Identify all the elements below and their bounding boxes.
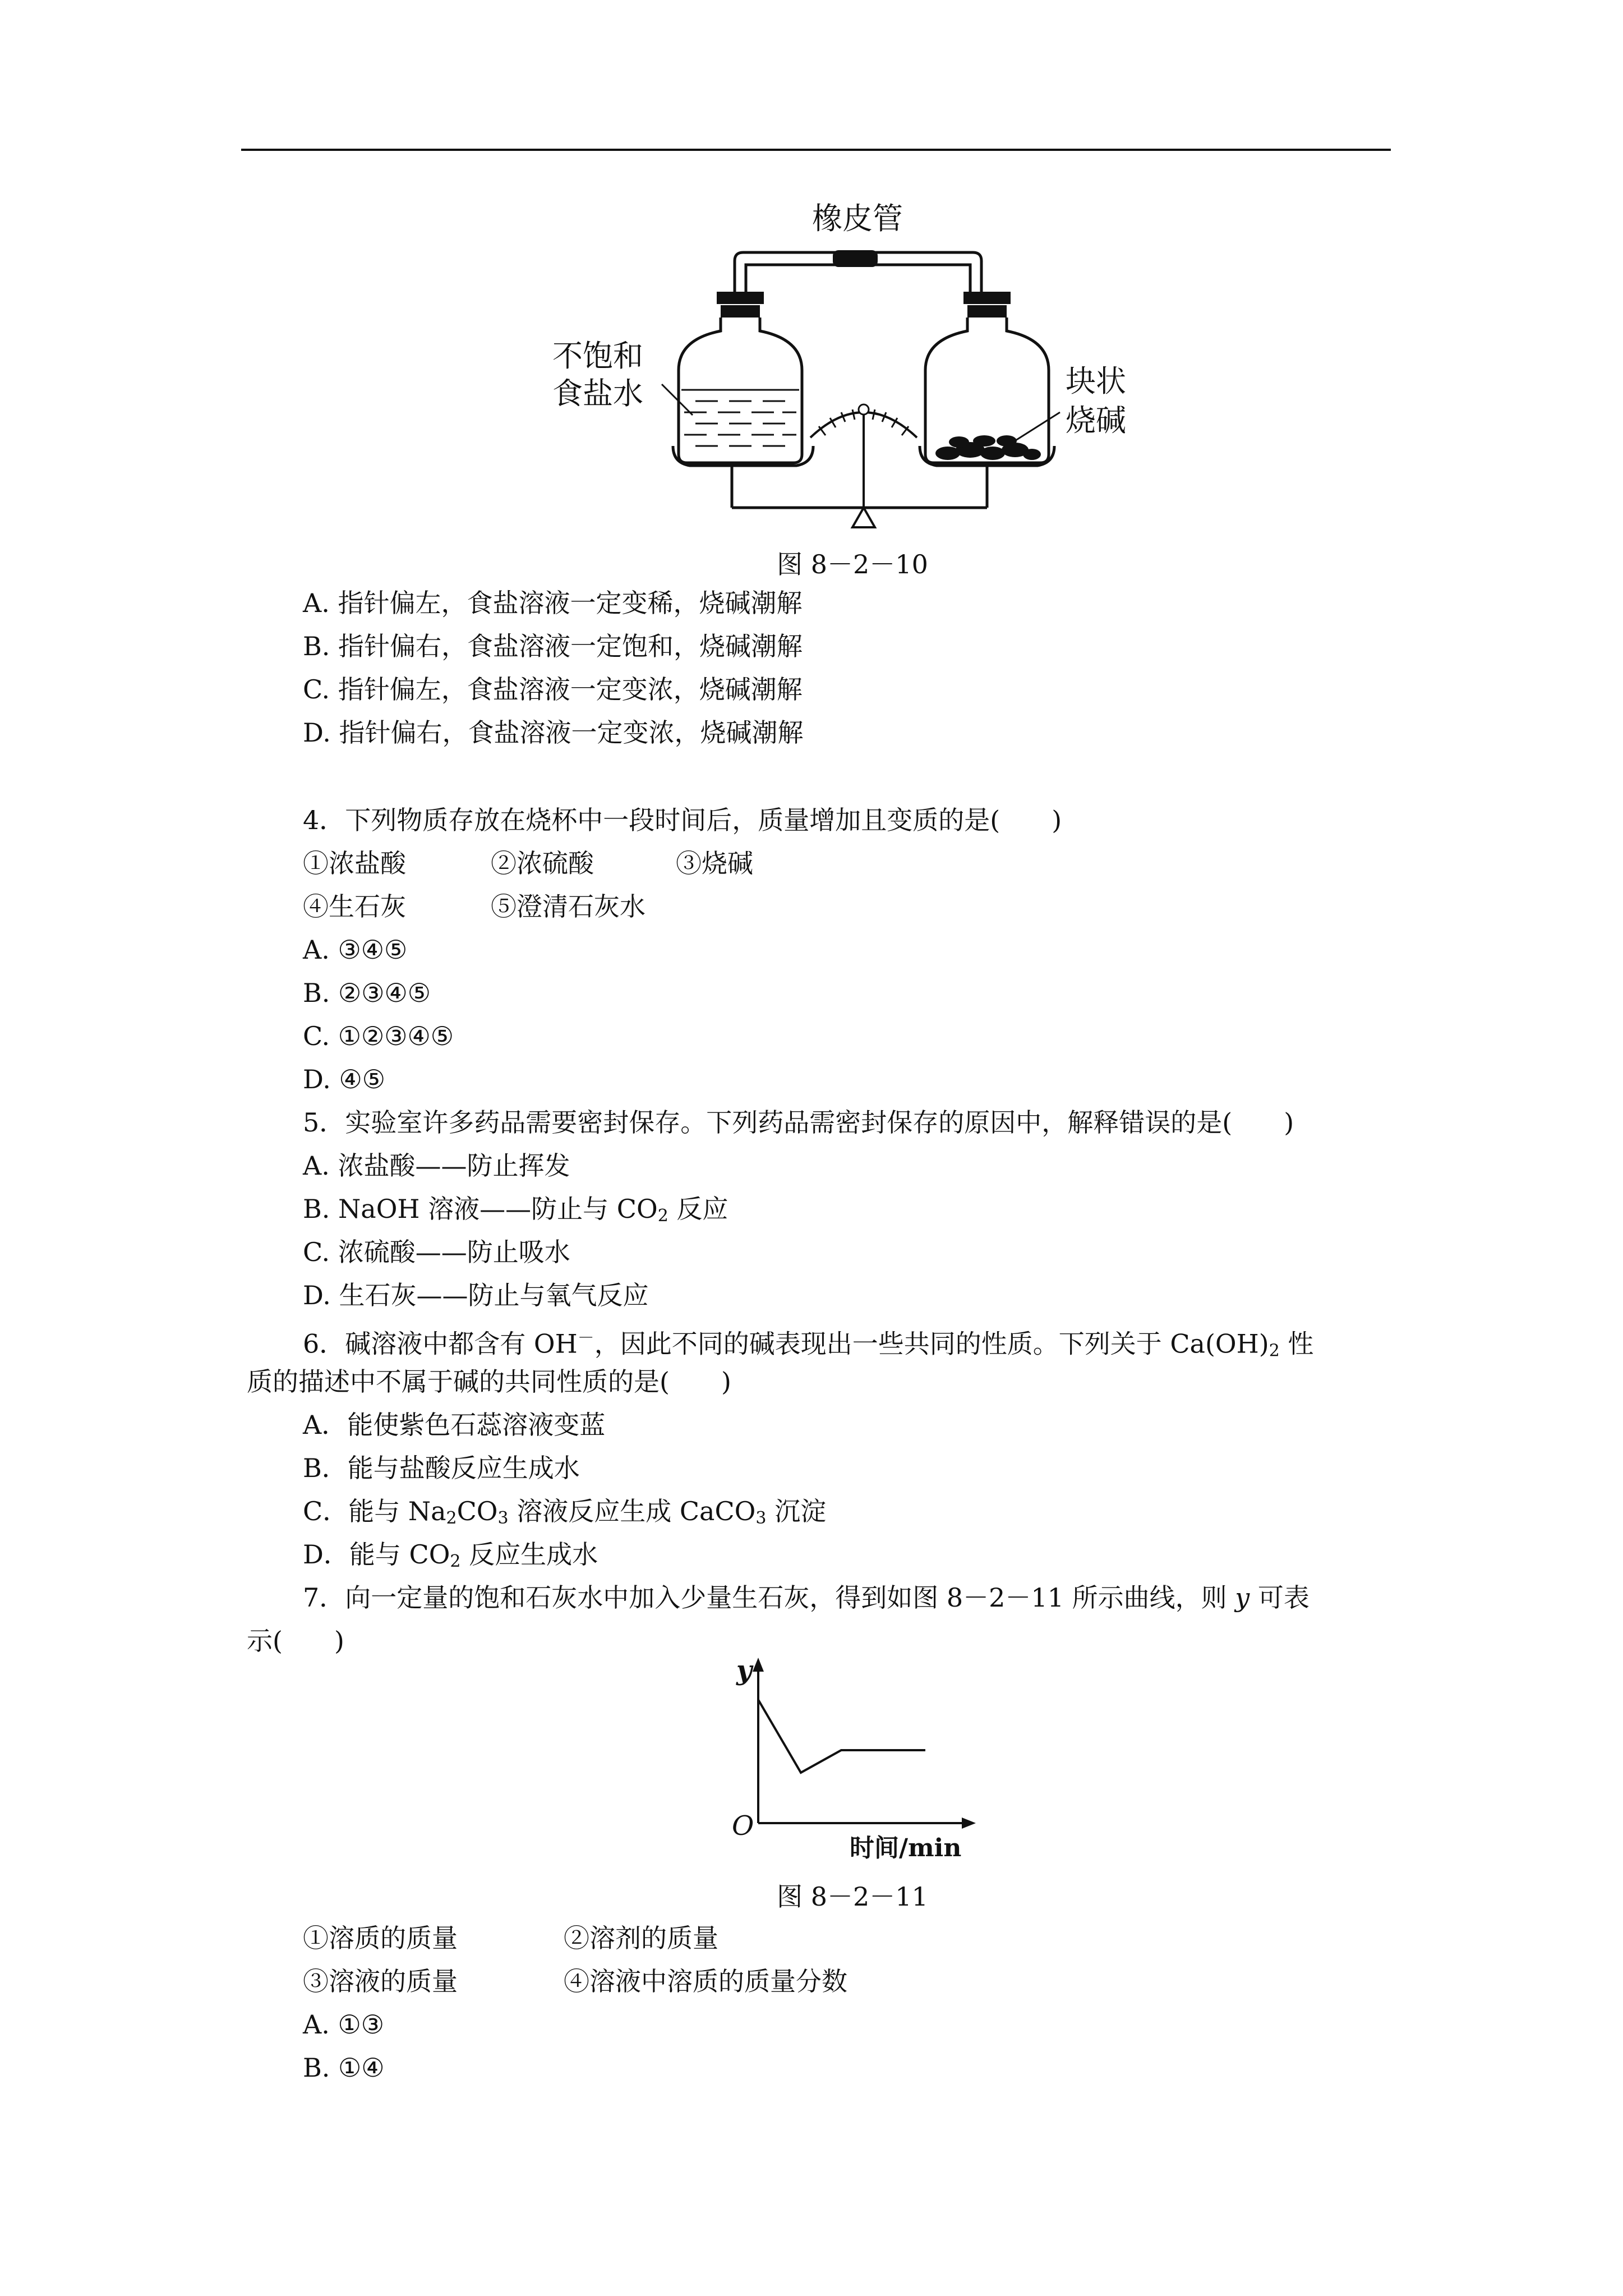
q3-option-c: C. 指针偏左，食盐溶液一定变浓，烧碱潮解 <box>303 674 803 705</box>
q3-option-a: A. 指针偏左，食盐溶液一定变稀，烧碱潮解 <box>303 588 803 618</box>
q7-item-4: ④溶液中溶质的质量分数 <box>564 1966 847 1996</box>
origin-label: O <box>732 1810 754 1842</box>
q5-option-a: A. 浓盐酸——防止挥发 <box>303 1151 570 1181</box>
q7-item-3: ③溶液的质量 <box>303 1966 458 1996</box>
q7-stem-line2: 示( ) <box>247 1626 344 1656</box>
x-axis-label: 时间/min <box>850 1834 962 1862</box>
q3-option-b: B. 指针偏右，食盐溶液一定饱和，烧碱潮解 <box>303 631 803 661</box>
q5-option-c: C. 浓硫酸——防止吸水 <box>303 1237 570 1267</box>
q4-item-2: ②浓硫酸 <box>491 848 594 878</box>
q6-option-d: D．能与 $CO_2$ 反应生成水 <box>303 1539 598 1571</box>
label-unsaturated-saline-1: 不饱和 <box>552 338 643 374</box>
q4-item-5: ⑤澄清石灰水 <box>491 891 645 922</box>
label-unsaturated-saline-2: 食盐水 <box>552 376 643 411</box>
fulcrum <box>852 508 875 527</box>
q5-option-b: B. NaOH 溶液——防止与 $CO_2$ 反应 <box>303 1194 728 1226</box>
figure-curve <box>723 1655 981 1840</box>
figure-caption-8-2-11: 图 8－2－11 <box>777 1881 928 1912</box>
q7-stem-line1: 7．向一定量的饱和石灰水中加入少量生石灰，得到如图 8－2－11 所示曲线，则 y 可表 <box>303 1582 1310 1613</box>
label-solid-naoh-2: 烧碱 <box>1066 403 1126 438</box>
header-rule <box>241 149 1391 151</box>
q4-item-1: ①浓盐酸 <box>303 848 406 878</box>
label-rubber-tube: 橡皮管 <box>812 201 903 236</box>
q4-option-d: D. ④⑤ <box>303 1064 385 1094</box>
q4-item-3: ③烧碱 <box>676 848 753 878</box>
q5-stem: 5．实验室许多药品需要密封保存。下列药品需密封保存的原因中，解释错误的是( ) <box>303 1107 1294 1138</box>
q6-stem-line2: 质的描述中不属于碱的共同性质的是( ) <box>247 1366 731 1397</box>
q4-option-c: C. ①②③④⑤ <box>303 1021 454 1051</box>
q6-option-b: B．能与盐酸反应生成水 <box>303 1453 580 1483</box>
curve-line <box>758 1700 925 1773</box>
y-axis-label: y <box>736 1655 752 1686</box>
q6-option-c: C．能与 $Na_2CO_3$ 溶液反应生成 CaCO$_3$ 沉淀 <box>303 1496 827 1528</box>
q7-item-2: ②溶剂的质量 <box>564 1923 718 1953</box>
label-solid-naoh-1: 块状 <box>1066 364 1126 399</box>
figure-caption-8-2-10: 图 8－2－10 <box>777 549 928 579</box>
q4-option-a: A. ③④⑤ <box>303 935 408 965</box>
q7-option-b: B. ①④ <box>303 2053 385 2083</box>
q6-stem-line1: 6．碱溶液中都含有 OH－，因此不同的碱表现出一些共同的性质。下列关于 $Ca(OH)_2$ 性 <box>303 1328 1314 1361</box>
q7-option-a: A. ①③ <box>303 2009 384 2040</box>
q3-option-d: D. 指针偏右，食盐溶液一定变浓，烧碱潮解 <box>303 717 804 748</box>
q6-option-a: A．能使紫色石蕊溶液变蓝 <box>303 1410 606 1440</box>
q5-option-d: D. 生石灰——防止与氧气反应 <box>303 1280 649 1310</box>
q4-option-b: B. ②③④⑤ <box>303 978 431 1008</box>
q4-item-4: ④生石灰 <box>303 891 406 922</box>
rubber-tube-connector <box>833 250 878 267</box>
q7-item-1: ①溶质的质量 <box>303 1923 458 1953</box>
q4-stem: 4．下列物质存放在烧杯中一段时间后，质量增加且变质的是( ) <box>303 805 1062 835</box>
